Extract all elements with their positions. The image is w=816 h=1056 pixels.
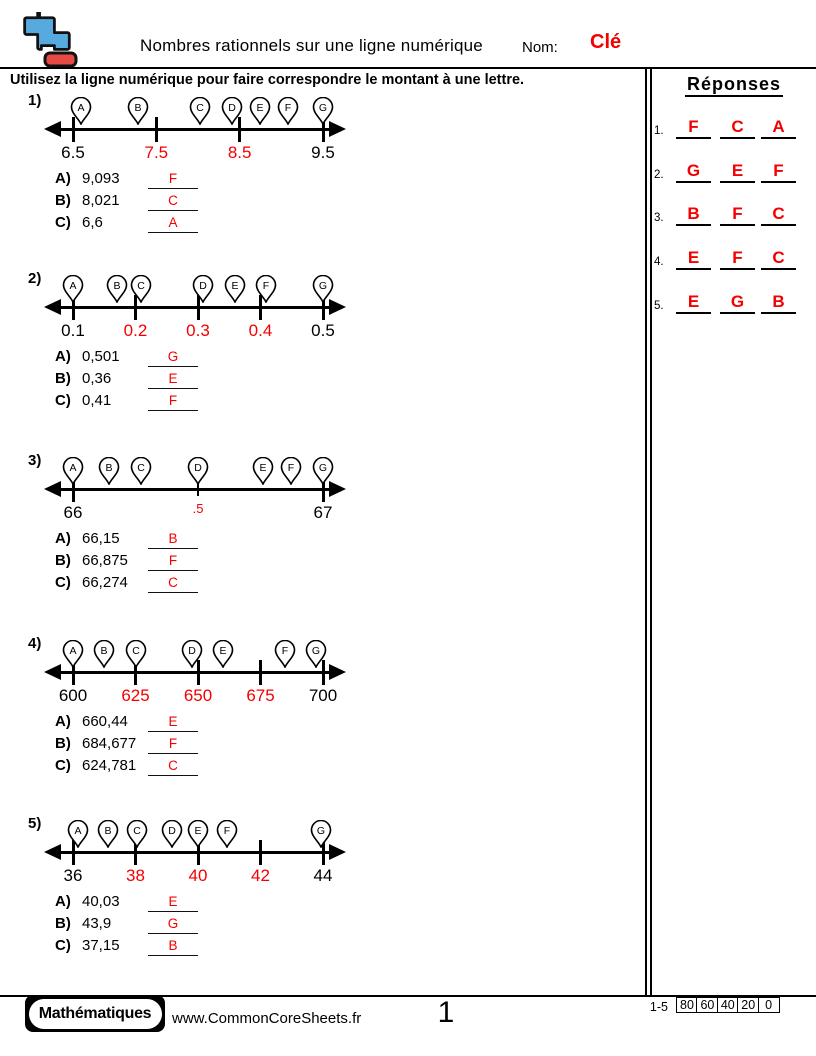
- question-value: 6,6: [82, 214, 103, 231]
- marker-balloon-A: [67, 820, 89, 848]
- number-line-axis: [57, 128, 333, 131]
- answer-slot: E: [676, 249, 711, 270]
- answer-row: [653, 118, 815, 140]
- answer-blank: G: [148, 348, 198, 367]
- number-line-axis: [57, 306, 333, 309]
- marker-balloon-E: [252, 457, 274, 485]
- marker-balloon-C: [189, 97, 211, 125]
- tick-label: 0.1: [61, 321, 85, 340]
- question-row: [55, 552, 275, 574]
- question-label: C): [55, 757, 71, 774]
- question-value: 0,36: [82, 370, 112, 387]
- question-value: 9,093: [82, 170, 120, 187]
- name-label: Nom:: [522, 39, 558, 56]
- svg-text:C: C: [136, 461, 145, 474]
- marker-balloon-G: [312, 97, 334, 125]
- svg-text:A: A: [77, 101, 85, 114]
- page-title: Nombres rationnels sur une ligne numérique: [140, 36, 483, 55]
- question-label: B): [55, 735, 71, 752]
- number-line-axis: [57, 671, 333, 674]
- answer-blank: A: [148, 214, 198, 233]
- question-list: [55, 530, 275, 596]
- answer-slot: F: [720, 249, 755, 270]
- marker-balloon-A: [62, 640, 84, 668]
- question-label: A): [55, 170, 71, 187]
- number-line-axis: [57, 488, 333, 491]
- marker-balloon-C: [130, 457, 152, 485]
- question-row: [55, 713, 275, 735]
- svg-text:A: A: [69, 279, 77, 292]
- tick-mark: [155, 117, 158, 142]
- tick-label: 38: [126, 866, 145, 885]
- right-arrow-icon: [329, 844, 346, 860]
- question-label: A): [55, 348, 71, 365]
- answer-slot: F: [676, 118, 711, 139]
- score-cell: 0: [758, 997, 780, 1013]
- question-row: [55, 735, 275, 757]
- answer-row: [653, 162, 815, 184]
- answers-panel: [653, 69, 815, 994]
- question-label: A): [55, 893, 71, 910]
- question-label: B): [55, 192, 71, 209]
- marker-balloon-G: [310, 820, 332, 848]
- score-cell: 80: [676, 997, 698, 1013]
- question-row: [55, 392, 275, 414]
- question-label: B): [55, 552, 71, 569]
- question-list: [55, 893, 275, 959]
- instruction-text: Utilisez la ligne numérique pour faire correspondre le montant à une lettre.: [10, 72, 525, 88]
- marker-balloon-C: [125, 640, 147, 668]
- tick-label: 625: [121, 686, 150, 705]
- answer-slot: C: [761, 205, 796, 226]
- problem-number: 5): [28, 815, 42, 832]
- tick-label: 9.5: [311, 143, 335, 162]
- problem-block: [10, 815, 640, 980]
- marker-balloon-D: [192, 275, 214, 303]
- left-arrow-icon: [44, 481, 61, 497]
- answer-blank: E: [148, 713, 198, 732]
- question-value: 66,875: [82, 552, 128, 569]
- question-value: 40,03: [82, 893, 120, 910]
- svg-text:D: D: [228, 101, 236, 114]
- answer-blank: E: [148, 893, 198, 912]
- question-row: [55, 937, 275, 959]
- marker-balloon-D: [221, 97, 243, 125]
- answer-slot: F: [761, 162, 796, 183]
- score-cell: 60: [696, 997, 718, 1013]
- question-value: 660,44: [82, 713, 128, 730]
- marker-balloon-B: [93, 640, 115, 668]
- question-row: [55, 170, 275, 192]
- question-value: 66,15: [82, 530, 120, 547]
- marker-balloon-B: [98, 457, 120, 485]
- answer-slot: B: [761, 293, 796, 314]
- question-label: C): [55, 937, 71, 954]
- question-value: 0,501: [82, 348, 120, 365]
- svg-text:E: E: [259, 461, 267, 474]
- svg-text:B: B: [105, 461, 113, 474]
- answer-row: [653, 293, 815, 315]
- tick-label: 675: [246, 686, 275, 705]
- svg-text:E: E: [256, 101, 264, 114]
- right-arrow-icon: [329, 664, 346, 680]
- question-row: [55, 214, 275, 236]
- svg-text:G: G: [318, 279, 328, 292]
- marker-balloon-F: [280, 457, 302, 485]
- vertical-divider: [650, 67, 652, 995]
- tick-label: 650: [183, 686, 213, 705]
- answer-slot: E: [720, 162, 755, 183]
- svg-text:G: G: [318, 461, 328, 474]
- number-line: [45, 457, 345, 527]
- answer-blank: G: [148, 915, 198, 934]
- question-row: [55, 757, 275, 779]
- answer-row-number: 2.: [654, 168, 664, 181]
- answer-blank: F: [148, 735, 198, 754]
- answer-row-number: 3.: [654, 212, 664, 225]
- question-list: [55, 170, 275, 236]
- tick-label: 7.5: [144, 143, 169, 162]
- marker-balloon-C: [126, 820, 148, 848]
- answer-slot: C: [761, 249, 796, 270]
- svg-text:F: F: [287, 461, 295, 474]
- left-arrow-icon: [44, 844, 61, 860]
- tick-mark: [259, 840, 262, 865]
- svg-text:D: D: [188, 644, 196, 657]
- problem-block: [10, 92, 640, 257]
- answer-row: [653, 205, 815, 227]
- page-number: 1: [437, 996, 455, 1029]
- tick-label: 40: [188, 866, 208, 885]
- marker-balloon-A: [62, 457, 84, 485]
- tick-label: 44: [313, 866, 333, 885]
- svg-text:E: E: [219, 644, 227, 657]
- number-line: [45, 820, 345, 890]
- tick-label: 36: [63, 866, 83, 885]
- svg-text:D: D: [167, 824, 176, 837]
- marker-balloon-G: [312, 275, 334, 303]
- answer-row: [653, 249, 815, 271]
- score-cell: 20: [737, 997, 759, 1013]
- svg-text:B: B: [113, 279, 121, 292]
- plus-minus-logo-icon: [22, 12, 78, 68]
- tick-label: 42: [251, 866, 270, 885]
- svg-text:A: A: [74, 824, 82, 837]
- number-line: [45, 97, 345, 167]
- left-arrow-icon: [44, 664, 61, 680]
- svg-text:B: B: [134, 101, 142, 114]
- tick-label: 67: [313, 503, 333, 522]
- tick-label: 0.4: [248, 321, 273, 340]
- answer-blank: F: [148, 170, 198, 189]
- svg-text:D: D: [194, 461, 202, 474]
- question-value: 8,021: [82, 192, 120, 209]
- tick-label: 6.5: [61, 143, 85, 162]
- marker-balloon-E: [224, 275, 246, 303]
- left-arrow-icon: [44, 299, 61, 315]
- marker-balloon-F: [216, 820, 238, 848]
- marker-balloon-C: [130, 275, 152, 303]
- answer-row-number: 5.: [654, 299, 664, 312]
- question-label: C): [55, 574, 71, 591]
- svg-text:G: G: [311, 644, 320, 657]
- question-row: [55, 915, 275, 937]
- svg-text:D: D: [199, 279, 207, 292]
- marker-balloon-D: [161, 820, 183, 848]
- marker-balloon-F: [274, 640, 296, 668]
- question-label: B): [55, 915, 71, 932]
- answer-blank: F: [148, 552, 198, 571]
- svg-text:C: C: [196, 101, 204, 114]
- question-row: [55, 530, 275, 552]
- tick-label: 66: [63, 503, 83, 522]
- problem-number: 3): [28, 452, 42, 469]
- marker-balloon-E: [187, 820, 209, 848]
- tick-label: 600: [58, 686, 88, 705]
- svg-text:A: A: [69, 644, 77, 657]
- problem-number: 1): [28, 92, 42, 109]
- answer-blank: C: [148, 192, 198, 211]
- answers-title: Réponses: [653, 74, 815, 95]
- question-label: B): [55, 370, 71, 387]
- marker-balloon-B: [127, 97, 149, 125]
- left-arrow-icon: [44, 121, 61, 137]
- question-value: 624,781: [82, 757, 137, 774]
- tick-label: 0.2: [123, 321, 148, 340]
- answer-row-number: 4.: [654, 256, 664, 269]
- answer-blank: B: [148, 530, 198, 549]
- tick-label: 700: [308, 686, 338, 705]
- question-label: A): [55, 530, 71, 547]
- number-line: [45, 640, 345, 710]
- question-row: [55, 893, 275, 915]
- website-url: www.CommonCoreSheets.fr: [172, 1010, 362, 1027]
- svg-text:F: F: [262, 279, 270, 292]
- marker-balloon-D: [187, 457, 209, 485]
- score-cell: 40: [717, 997, 739, 1013]
- svg-text:G: G: [318, 101, 328, 114]
- answer-slot: E: [676, 293, 711, 314]
- question-list: [55, 348, 275, 414]
- marker-balloon-E: [212, 640, 234, 668]
- svg-text:C: C: [131, 644, 140, 657]
- brand-badge-label: Mathématiques: [29, 999, 162, 1029]
- problem-block: [10, 635, 640, 800]
- problem-number: 2): [28, 270, 42, 287]
- answer-slot: C: [720, 118, 755, 139]
- answer-row-number: 1.: [654, 125, 664, 137]
- marker-balloon-F: [255, 275, 277, 303]
- problem-block: [10, 452, 640, 617]
- answer-slot: F: [720, 205, 755, 226]
- answer-blank: B: [148, 937, 198, 956]
- svg-text:B: B: [104, 824, 112, 837]
- question-value: 684,677: [82, 735, 137, 752]
- answer-blank: C: [148, 574, 198, 593]
- question-label: A): [55, 713, 71, 730]
- question-value: 66,274: [82, 574, 128, 591]
- svg-text:A: A: [69, 461, 77, 474]
- question-value: 43,9: [82, 915, 112, 932]
- svg-text:C: C: [133, 824, 141, 837]
- svg-text:F: F: [224, 824, 231, 837]
- question-row: [55, 574, 275, 596]
- answer-slot: G: [720, 293, 755, 314]
- vertical-divider: [645, 67, 647, 995]
- question-label: C): [55, 392, 71, 409]
- marker-balloon-G: [312, 457, 334, 485]
- marker-balloon-D: [181, 640, 203, 668]
- question-value: 37,15: [82, 937, 120, 954]
- svg-text:C: C: [136, 279, 145, 292]
- svg-text:E: E: [231, 279, 239, 292]
- marker-balloon-A: [62, 275, 84, 303]
- answer-blank: E: [148, 370, 198, 389]
- svg-text:G: G: [316, 824, 325, 837]
- tick-label: 0.3: [186, 321, 210, 340]
- svg-text:F: F: [284, 101, 292, 114]
- answer-slot: A: [761, 118, 796, 139]
- marker-balloon-B: [106, 275, 128, 303]
- answer-blank: F: [148, 392, 198, 411]
- marker-balloon-F: [277, 97, 299, 125]
- question-list: [55, 713, 275, 779]
- svg-text:E: E: [194, 824, 202, 837]
- brand-badge: [25, 995, 165, 1032]
- marker-balloon-G: [305, 640, 327, 668]
- answer-slot: B: [676, 205, 711, 226]
- problem-number: 4): [28, 635, 42, 652]
- name-value: Clé: [590, 31, 622, 53]
- tick-label: .5: [192, 501, 204, 516]
- problem-block: [10, 270, 640, 435]
- marker-balloon-A: [70, 97, 92, 125]
- tick-label: 8.5: [227, 143, 252, 162]
- number-line-axis: [57, 851, 333, 854]
- number-line: [45, 275, 345, 345]
- question-label: C): [55, 214, 71, 231]
- score-range-label: 1-5: [649, 1000, 668, 1014]
- tick-label: 0.5: [311, 321, 335, 340]
- svg-text:B: B: [100, 644, 108, 657]
- question-row: [55, 370, 275, 392]
- answer-slot: G: [676, 162, 711, 183]
- svg-text:F: F: [281, 644, 289, 657]
- question-row: [55, 348, 275, 370]
- score-table: [676, 997, 780, 1013]
- marker-balloon-B: [97, 820, 119, 848]
- answer-blank: C: [148, 757, 198, 776]
- tick-mark: [259, 660, 262, 685]
- question-value: 0,41: [82, 392, 112, 409]
- question-row: [55, 192, 275, 214]
- marker-balloon-E: [249, 97, 271, 125]
